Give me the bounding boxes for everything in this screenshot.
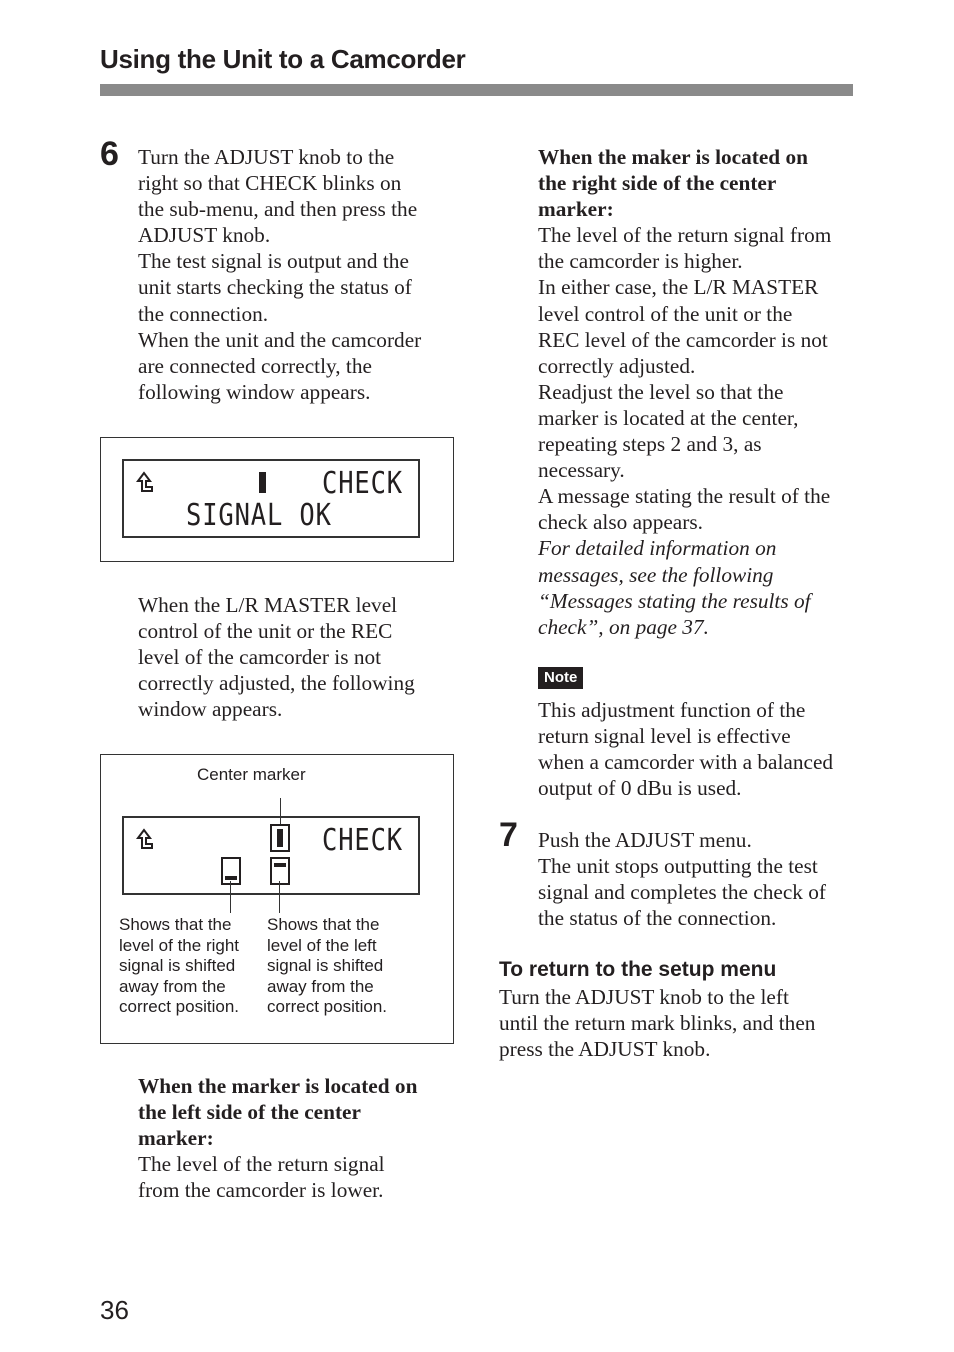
step-6-line: are connected correctly, the — [138, 353, 372, 378]
return-section-heading: To return to the setup menu — [499, 958, 777, 981]
right-side-text: correctly adjusted. — [538, 353, 696, 378]
return-line: Turn the ADJUST knob to the left — [499, 985, 789, 1009]
caption-line: signal is shifted — [267, 956, 384, 975]
right-signal-bar — [225, 876, 237, 880]
right-side-italic: check”, on page 37. — [538, 614, 709, 639]
right-side-italic: For detailed information on — [538, 536, 777, 561]
step-6-line: ADJUST knob. — [138, 223, 271, 248]
note-line: return signal level is effective — [538, 724, 791, 749]
lcd-display — [122, 816, 420, 895]
return-line: press the ADJUST knob. — [499, 1037, 711, 1062]
not-adjusted-paragraph — [138, 592, 415, 722]
step-7-line: Push the ADJUST menu. — [538, 828, 752, 852]
right-side-italic: messages, see the following — [538, 562, 774, 587]
return-line: until the return mark blinks, and then — [499, 1011, 816, 1036]
paragraph-line: control of the unit or the REC — [138, 619, 393, 644]
caption-line: Shows that the — [267, 915, 380, 934]
step-7-line: signal and completes the check of — [538, 880, 826, 905]
step-6-line: When the unit and the camcorder — [138, 327, 422, 352]
figure-markers — [100, 754, 454, 1044]
right-side-heading: marker: — [538, 197, 614, 222]
leader-line — [279, 881, 280, 913]
return-section-text — [499, 984, 815, 1062]
step-7-line: The unit stops outputting the test — [538, 854, 818, 879]
figure-signal-ok — [100, 437, 454, 562]
step-6-text — [138, 144, 421, 405]
caption-line: level of the left — [267, 935, 377, 955]
return-arrow-icon — [136, 828, 154, 852]
lcd-signal-ok-label: SIGNAL OK — [186, 498, 332, 533]
right-side-text: the camcorder is higher. — [538, 249, 743, 274]
right-side-text: A message stating the result of the — [538, 484, 831, 509]
left-side-section — [138, 1073, 417, 1203]
step-number-6: 6 — [100, 135, 119, 173]
caption-line: signal is shifted — [119, 956, 236, 975]
right-side-heading: the right side of the center — [538, 171, 777, 196]
right-side-text: necessary. — [538, 458, 625, 483]
right-side-section — [538, 144, 831, 640]
center-marker-bar — [277, 829, 283, 847]
right-side-text: check also appears. — [538, 510, 703, 535]
caption-line: away from the — [119, 976, 226, 996]
page-title: Using the Unit to a Camcorder — [100, 44, 466, 74]
right-signal-marker-icon — [221, 857, 241, 885]
paragraph-line: correctly adjusted, the following — [138, 671, 415, 696]
right-side-text: REC level of the camcorder is not — [538, 327, 828, 352]
step-7-line: the status of the connection. — [538, 906, 777, 931]
left-signal-bar — [274, 863, 286, 867]
left-side-text: The level of the return signal — [138, 1152, 385, 1177]
step-6-line: unit starts checking the status of — [138, 275, 412, 300]
caption-line: Shows that the — [119, 915, 232, 934]
step-6-line: the sub-menu, and then press the — [138, 197, 418, 222]
step-7-text — [538, 827, 826, 931]
left-side-heading: marker: — [138, 1126, 214, 1151]
level-marker-icon — [259, 472, 266, 493]
right-side-text: Readjust the level so that the — [538, 379, 784, 404]
left-signal-caption — [267, 915, 387, 1018]
note-badge: Note — [538, 667, 583, 689]
step-6-line: Turn the ADJUST knob to the — [138, 145, 395, 169]
right-side-heading: When the maker is located on — [538, 145, 808, 169]
right-side-text: In either case, the L/R MASTER — [538, 275, 819, 300]
right-side-text: marker is located at the center, — [538, 405, 799, 430]
left-side-text: from the camcorder is lower. — [138, 1178, 384, 1203]
caption-line: correct position. — [267, 997, 387, 1016]
note-line: This adjustment function of the — [538, 698, 806, 722]
paragraph-line: window appears. — [138, 697, 283, 722]
center-marker-icon — [270, 824, 290, 852]
step-6-line: following window appears. — [138, 379, 371, 404]
lcd-check-label: CHECK — [322, 823, 404, 858]
step-6-line: right so that CHECK blinks on — [138, 171, 402, 196]
left-side-heading: the left side of the center — [138, 1100, 361, 1125]
right-side-italic: “Messages stating the results of — [538, 588, 811, 613]
return-arrow-icon — [136, 471, 154, 495]
lcd-check-label: CHECK — [322, 466, 404, 501]
step-6-line: The test signal is output and the — [138, 249, 409, 274]
caption-line: away from the — [267, 976, 374, 996]
lcd-display — [122, 459, 420, 538]
right-signal-caption — [119, 915, 239, 1018]
note-line: when a camcorder with a balanced — [538, 750, 834, 775]
caption-line: correct position. — [119, 997, 239, 1016]
note-line: output of 0 dBu is used. — [538, 776, 742, 801]
paragraph-line: level of the camcorder is not — [138, 645, 382, 670]
page-number: 36 — [100, 1295, 129, 1325]
paragraph-line: When the L/R MASTER level — [138, 593, 398, 617]
left-signal-marker-icon — [270, 857, 290, 885]
step-number-7: 7 — [499, 816, 518, 854]
right-side-text: repeating steps 2 and 3, as — [538, 432, 762, 457]
note-text — [538, 697, 833, 801]
leader-line — [230, 881, 231, 913]
center-marker-label: Center marker — [197, 765, 306, 784]
right-side-text: The level of the return signal from — [538, 223, 832, 248]
step-6-line: the connection. — [138, 301, 269, 326]
left-side-heading: When the marker is located on — [138, 1074, 418, 1098]
right-side-text: level control of the unit or the — [538, 301, 793, 326]
caption-line: level of the right — [119, 935, 240, 955]
header-rule — [100, 84, 853, 96]
